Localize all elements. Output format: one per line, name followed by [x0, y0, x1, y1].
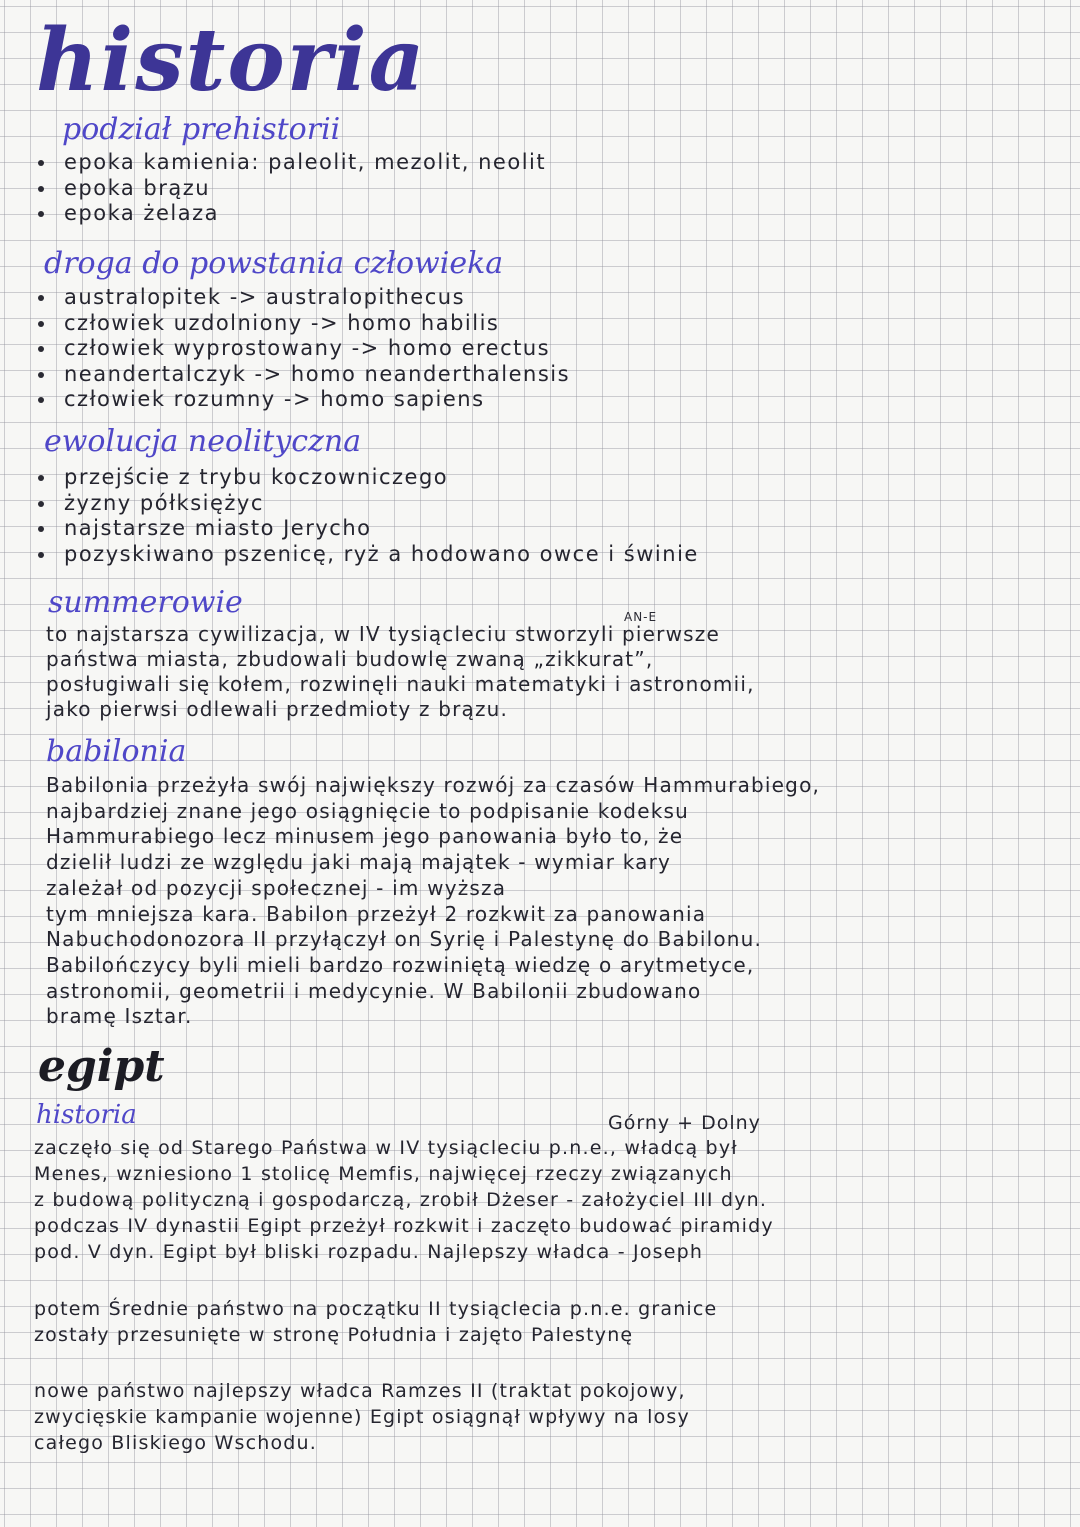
- text-line: posługiwali się kołem, rozwinęli nauki matematyki i astronomii,: [46, 672, 755, 696]
- text-line: podczas IV dynastii Egipt przeżył rozkwit i zaczęto budować piramidy: [34, 1215, 774, 1237]
- text-line: nowe państwo najlepszy władca Ramzes II (traktat pokojowy,: [34, 1380, 686, 1402]
- text-line: tym mniejsza kara. Babilon przeżył 2 rozkwit za panowania: [46, 901, 707, 926]
- heading-prehistory: podział prehistorii: [62, 112, 341, 147]
- side-note: Górny + Dolny: [608, 1112, 761, 1134]
- text-line: jako pierwsi odlewali przedmioty z brązu.: [46, 697, 509, 721]
- list-item: żyzny półksiężyc: [38, 491, 699, 517]
- paragraph-egypt-new-kingdom: [34, 1378, 690, 1456]
- paragraph-sumerians: [46, 622, 755, 722]
- text-line: Babilonia przeżyła swój największy rozwój za czasów Hammurabiego,: [46, 773, 821, 797]
- text-line: bramę Isztar.: [46, 1004, 193, 1029]
- text-line: Nabuchodonozora II przyłączył on Syrię i Palestynę do Babilonu.: [46, 927, 763, 952]
- list-item: człowiek uzdolniony -> homo habilis: [38, 311, 570, 337]
- heading-sumerians: summerowie: [48, 585, 243, 620]
- text-line: Menes, wzniesiono 1 stolicę Memfis, najwięcej rzeczy związanych: [34, 1163, 733, 1185]
- paragraph-babylon: [46, 773, 820, 1030]
- paragraph-egypt-middle-kingdom: [34, 1296, 717, 1348]
- heading-babylon: babilonia: [46, 734, 187, 769]
- text-line: dzielił ludzi ze względu jaki mają majątek - wymiar kary: [46, 850, 672, 875]
- list-item: pozyskiwano pszenicę, ryż a hodowano owce i świnie: [38, 542, 699, 568]
- text-line: potem Średnie państwo na początku II tysiąclecia p.n.e. granice: [34, 1298, 718, 1320]
- text-line: to najstarsza cywilizacja, w IV tysiącleciu stworzyli pierwsze: [46, 622, 720, 646]
- list-item: przejście z trybu koczowniczego: [38, 465, 699, 491]
- text-line: Babilończycy byli mieli bardzo rozwiniętą wiedzę o arytmetyce,: [46, 952, 755, 977]
- text-line: zostały przesunięte w stronę Południa i zajęto Palestynę: [34, 1324, 634, 1346]
- text-line: państwa miasta, zbudowali budowlę zwaną „zikkurat”,: [46, 647, 654, 671]
- paragraph-egypt-old-kingdom: [34, 1135, 774, 1265]
- list-human-evolution: [38, 285, 570, 413]
- heading-egypt: egipt: [38, 1041, 165, 1092]
- list-item: człowiek rozumny -> homo sapiens: [38, 387, 570, 413]
- list-item: epoka żelaza: [38, 201, 546, 227]
- list-item: epoka kamienia: paleolit, mezolit, neolit: [38, 150, 546, 176]
- text-line: zwycięskie kampanie wojenne) Egipt osiągnął wpływy na losy: [34, 1406, 690, 1428]
- heading-neolithic: ewolucja neolityczna: [44, 424, 362, 459]
- text-line: Hammurabiego lecz minusem jego panowania było to, że: [46, 824, 684, 849]
- list-prehistory: [38, 150, 546, 227]
- heading-human-evolution: droga do powstania człowieka: [44, 246, 504, 281]
- text-line: z budową polityczną i gospodarczą, zrobił Dżeser - założyciel III dyn.: [34, 1189, 768, 1211]
- page-title: historia: [36, 10, 427, 111]
- list-item: epoka brązu: [38, 176, 546, 202]
- list-item: najstarsze miasto Jerycho: [38, 516, 699, 542]
- text-line: zaczęło się od Starego Państwa w IV tysiącleciu p.n.e., władcą był: [34, 1137, 738, 1159]
- list-neolithic: [38, 465, 699, 567]
- text-line: pod. V dyn. Egipt był bliski rozpadu. Najlepszy władca - Joseph: [34, 1241, 704, 1263]
- list-item: australopitek -> australopithecus: [38, 285, 570, 311]
- text-line: całego Bliskiego Wschodu.: [34, 1432, 318, 1454]
- list-item: neandertalczyk -> homo neanderthalensis: [38, 362, 570, 388]
- abbreviation-note: AN-E: [624, 610, 658, 624]
- list-item: człowiek wyprostowany -> homo erectus: [38, 336, 570, 362]
- text-line: zależał od pozycji społecznej - im wyższa: [46, 875, 507, 900]
- subheading-egypt-history: historia: [36, 1100, 137, 1130]
- text-line: najbardziej znane jego osiągnięcie to podpisanie kodeksu: [46, 798, 689, 823]
- text-line: astronomii, geometrii i medycynie. W Babilonii zbudowano: [46, 978, 702, 1003]
